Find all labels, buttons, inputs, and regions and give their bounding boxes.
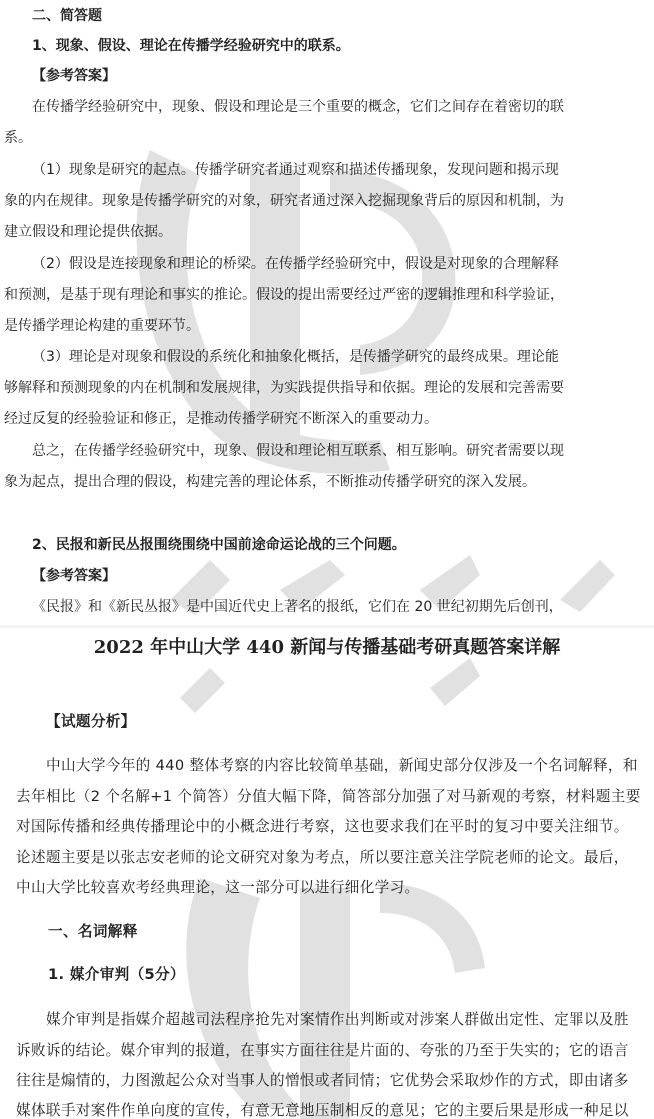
term-heading: 1. 媒介审判（5分） bbox=[48, 966, 185, 983]
q1-line: 是传播学理论构建的重要环节。 bbox=[4, 318, 200, 334]
q1-line: 系。 bbox=[4, 130, 32, 146]
term-line: 媒体联手对案件作单向度的宣传，有意无意地压制相反的意见；它的主要后果是形成一种足以 bbox=[16, 1102, 629, 1119]
document-page-2 bbox=[0, 628, 654, 1119]
analysis-line: 中山大学今年的 440 整体考察的内容比较简单基础，新闻史部分仅涉及一个名词解释，和 bbox=[46, 757, 638, 774]
document-title: 2022 年中山大学 440 新闻与传播基础考研真题答案详解 bbox=[93, 637, 561, 658]
q1-line: （2）假设是连接现象和理论的桥梁。在传播学经验研究中，假设是对现象的合理解释 bbox=[32, 256, 559, 272]
analysis-line: 去年相比（2 个名解+1 个简答）分值大幅下降，简答部分加强了对马新观的考察，材料题主要 bbox=[16, 788, 641, 805]
question-2: 2、民报和新民丛报围绕围绕中国前途命运论战的三个问题。 bbox=[32, 537, 406, 553]
q1-line: 在传播学经验研究中，现象、假设和理论是三个重要的概念，它们之间存在着密切的联 bbox=[32, 99, 564, 115]
q1-line: 和预测，是基于现有理论和事实的推论。假设的提出需要经过严密的逻辑推理和科学验证， bbox=[4, 287, 564, 303]
q1-line: （3）理论是对现象和假设的系统化和抽象化概括，是传播学研究的最终成果。理论能 bbox=[32, 349, 559, 365]
q2-line: 《民报》和《新民丛报》是中国近代史上著名的报纸，它们在 20 世纪初期先后创刊， bbox=[32, 599, 563, 615]
q1-line: （1）现象是研究的起点。传播学研究者通过观察和描述传播现象，发现问题和揭示现 bbox=[32, 162, 559, 178]
q1-line: 象的内在规律。现象是传播学研究的对象，研究者通过深入挖掘现象背后的原因和机制，为 bbox=[4, 193, 564, 209]
question-1: 1、现象、假设、理论在传播学经验研究中的联系。 bbox=[32, 38, 350, 54]
q1-line: 够解释和预测现象的内在机制和发展规律，为实践提供指导和依据。理论的发展和完善需要 bbox=[4, 380, 564, 396]
q1-line: 象为起点，提出合理的假设，构建完善的理论体系，不断推动传播学研究的深入发展。 bbox=[4, 474, 536, 490]
term-line: 诉败诉的结论。媒介审判的报道，在事实方面往往是片面的、夸张的乃至于失实的；它的语言 bbox=[16, 1042, 629, 1059]
term-line: 往往是煽情的，力图激起公众对当事人的憎恨或者同情；它优势会采取炒作的方式，即由诸多 bbox=[16, 1072, 629, 1089]
term-line: 媒介审判是指媒介超越司法程序抢先对案情作出判断或对涉案人群做出定性、定罪以及胜 bbox=[46, 1011, 629, 1028]
q1-line: 建立假设和理论提供依据。 bbox=[4, 224, 172, 240]
analysis-line: 中山大学比较喜欢考经典理论，这一部分可以进行细化学习。 bbox=[16, 879, 420, 896]
analysis-label: 【试题分析】 bbox=[46, 713, 136, 730]
answer-label-1: 【参考答案】 bbox=[32, 68, 116, 84]
analysis-line: 对国际传播和经典传播理论中的小概念进行考察，这也要求我们在平时的复习中要关注细节。 bbox=[16, 818, 629, 835]
section-heading: 二、简答题 bbox=[32, 8, 102, 24]
section-heading-2: 一、名词解释 bbox=[48, 923, 138, 940]
q1-line: 总之，在传播学经验研究中，现象、假设和理论相互联系、相互影响。研究者需要以现 bbox=[32, 443, 564, 459]
q1-line: 经过反复的经验验证和修正，是推动传播学研究不断深入的重要动力。 bbox=[4, 411, 438, 427]
answer-label-2: 【参考答案】 bbox=[32, 568, 116, 584]
analysis-line: 论述题主要是以张志安老师的论文研究对象为考点，所以要注意关注学院老师的论文。最后， bbox=[16, 849, 629, 866]
